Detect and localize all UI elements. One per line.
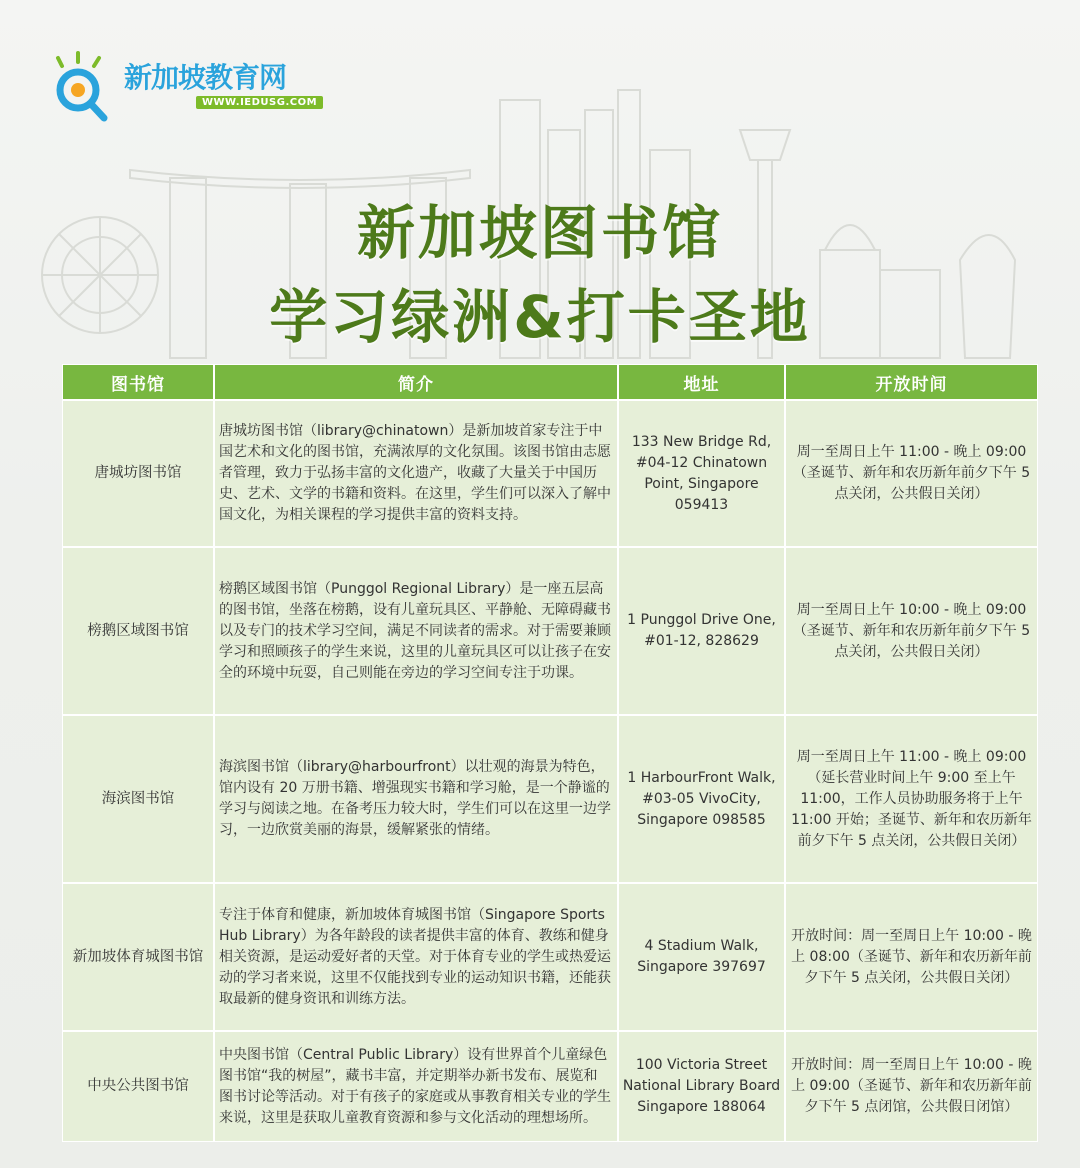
library-address: 100 Victoria Street National Library Board Singapore 188064 xyxy=(619,1032,784,1141)
library-intro: 唐城坊图书馆（library@chinatown）是新加坡首家专注于中国艺术和文化的图书馆，充满浓厚的文化氛围。该图书馆由志愿者管理，致力于弘扬丰富的文化遗产，收藏了大量关于中国历史、艺术、文学的书籍和资料。在这里，学生们可以深入了解中国文化，为相关课程的学习提供丰富的资料支持。 xyxy=(215,401,617,546)
library-table xyxy=(63,365,1037,1141)
library-name: 唐城坊图书馆 xyxy=(63,401,213,546)
library-address: 1 Punggol Drive One, #01-12, 828629 xyxy=(619,548,784,714)
header-library: 图书馆 xyxy=(63,365,213,399)
header-address: 地址 xyxy=(619,365,784,399)
table-row xyxy=(63,1032,1037,1141)
library-intro: 专注于体育和健康，新加坡体育城图书馆（Singapore Sports Hub Library）为各年龄段的读者提供丰富的体育、教练和健身相关资源，是运动爱好者的天堂。对于体育专业的学生或热爱运动的学习者来说，这里不仅能找到专业的运动知识书籍，还能获取最新的健身资讯和训练方法。 xyxy=(215,884,617,1030)
library-intro: 中央图书馆（Central Public Library）设有世界首个儿童绿色图书馆“我的树屋”，藏书丰富，并定期举办新书发布、展览和图书讨论等活动。对于有孩子的家庭或从事教育相关专业的学生来说，这里是获取儿童教育资源和参与文化活动的理想场所。 xyxy=(215,1032,617,1141)
library-name: 海滨图书馆 xyxy=(63,716,213,882)
table-row xyxy=(63,548,1037,714)
logo-url: WWW.IEDUSG.COM xyxy=(196,96,323,109)
library-name: 榜鹅区域图书馆 xyxy=(63,548,213,714)
table-row xyxy=(63,884,1037,1030)
library-name: 中央公共图书馆 xyxy=(63,1032,213,1141)
header-hours: 开放时间 xyxy=(786,365,1037,399)
library-intro: 榜鹅区域图书馆（Punggol Regional Library）是一座五层高的图书馆，坐落在榜鹅，设有儿童玩具区、平静舱、无障碍藏书以及专门的技术学习空间，满足不同读者的需求。对于需要兼顾学习和照顾孩子的学生来说，这里的儿童玩具区可以让孩子在安全的环境中玩耍，自己则能在旁边的学习空间专注于功课。 xyxy=(215,548,617,714)
library-intro: 海滨图书馆（library@harbourfront）以壮观的海景为特色，馆内设有 20 万册书籍、增强现实书籍和学习舱，是一个静谧的学习与阅读之地。在备考压力较大时，学生们可以在这里一边学习，一边欣赏美丽的海景，缓解紧张的情绪。 xyxy=(215,716,617,882)
logo-text: 新加坡教育网 xyxy=(124,61,287,94)
page-title-line2: 学习绿洲&打卡圣地 xyxy=(269,283,811,351)
library-name: 新加坡体育城图书馆 xyxy=(63,884,213,1030)
library-address: 4 Stadium Walk, Singapore 397697 xyxy=(619,884,784,1030)
library-hours: 周一至周日上午 11:00 - 晚上 09:00（圣诞节、新年和农历新年前夕下午 5 点关闭，公共假日关闭） xyxy=(786,401,1037,546)
table-row xyxy=(63,716,1037,882)
table-header xyxy=(63,365,1037,399)
library-hours: 开放时间：周一至周日上午 10:00 - 晚上 08:00（圣诞节、新年和农历新年前夕下午 5 点关闭，公共假日关闭） xyxy=(786,884,1037,1030)
library-address: 1 HarbourFront Walk, #03-05 VivoCity, Singapore 098585 xyxy=(619,716,784,882)
library-hours: 周一至周日上午 11:00 - 晚上 09:00（延长营业时间上午 9:00 至上午 11:00，工作人员协助服务将于上午 11:00 开始；圣诞节、新年和农历新年前夕下午 5 点关闭，公共假日关闭） xyxy=(786,716,1037,882)
library-hours: 周一至周日上午 10:00 - 晚上 09:00（圣诞节、新年和农历新年前夕下午 5 点关闭，公共假日关闭） xyxy=(786,548,1037,714)
table-row xyxy=(63,401,1037,546)
library-hours: 开放时间：周一至周日上午 10:00 - 晚上 09:00（圣诞节、新年和农历新年前夕下午 5 点闭馆，公共假日闭馆） xyxy=(786,1032,1037,1141)
library-address: 133 New Bridge Rd, #04-12 Chinatown Point, Singapore 059413 xyxy=(619,401,784,546)
page-title-line1: 新加坡图书馆 xyxy=(356,199,723,267)
header-intro: 简介 xyxy=(215,365,617,399)
